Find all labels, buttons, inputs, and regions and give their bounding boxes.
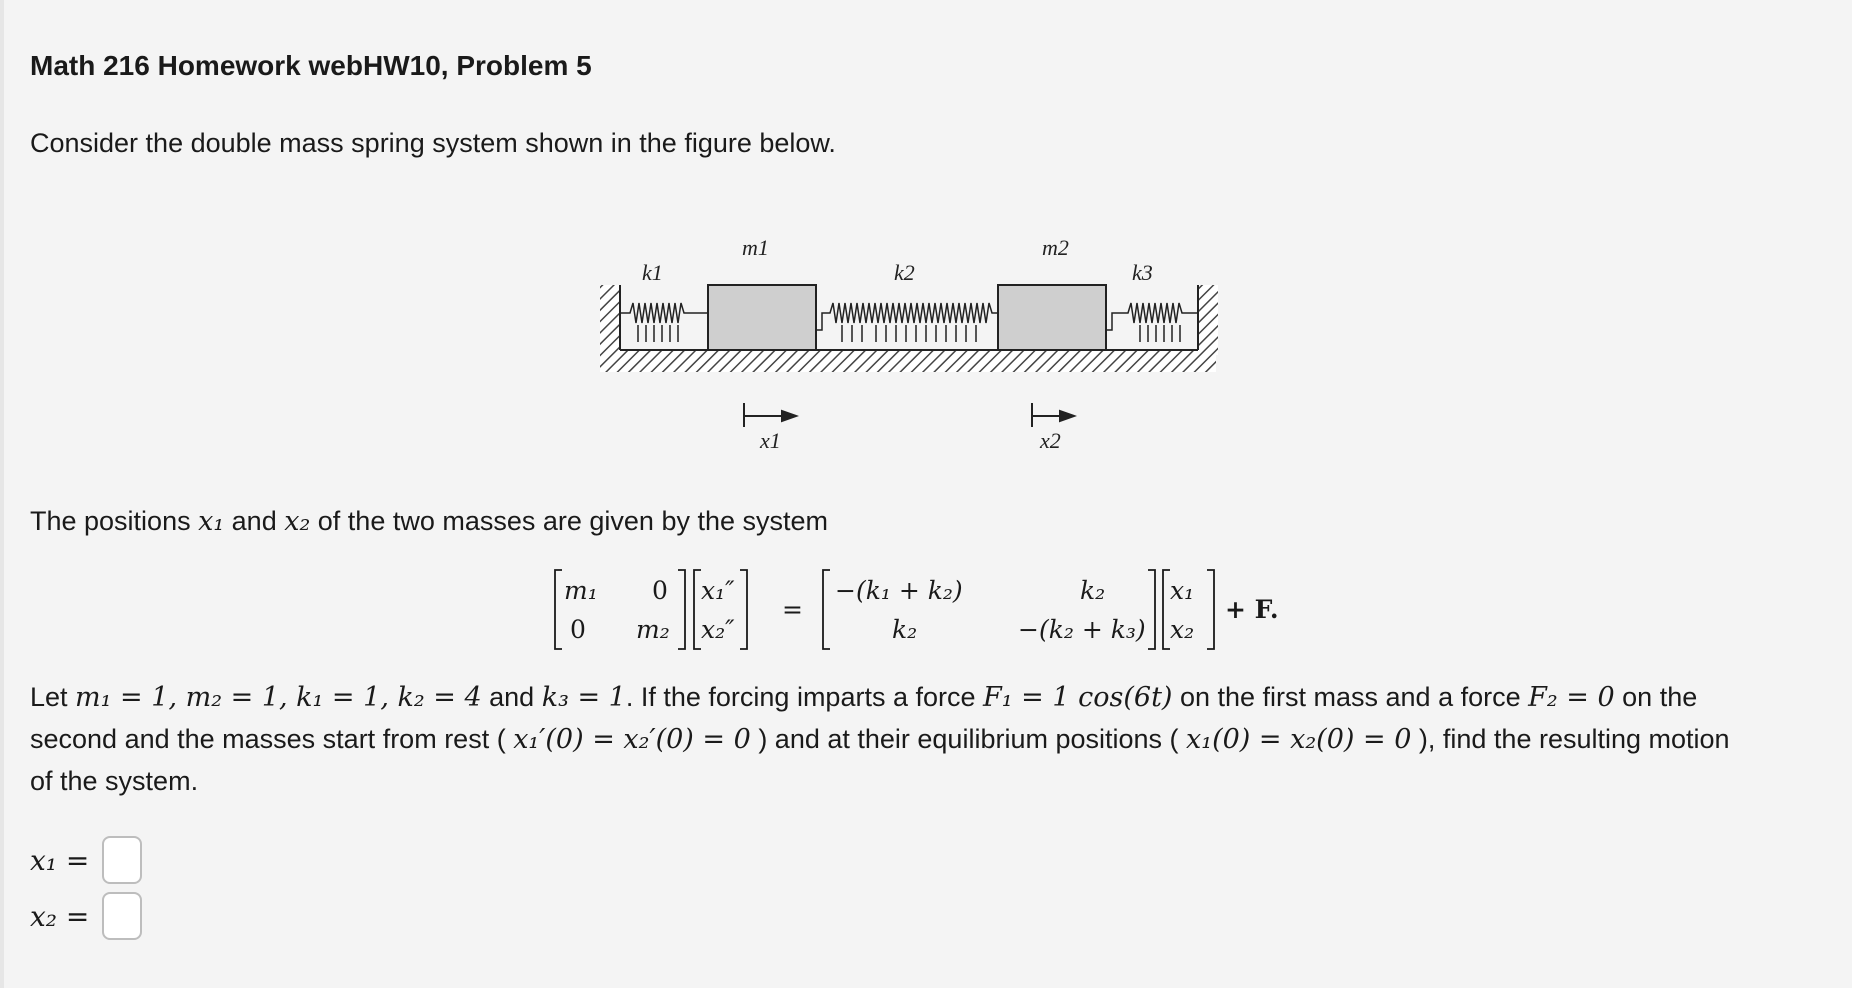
left-wall [600,285,620,355]
right-wall [1198,285,1218,355]
problem-line-2: second and the masses start from rest ( x₁′(0) = x₂′(0) = 0 ) and at their equilibrium positions ( x₁(0) = x₂(0) = 0 ), find the resulting motion [30,724,1730,755]
pos-1: x₁ [1170,576,1195,605]
answer-row-x1 [30,836,142,884]
spring-k1 [620,303,708,342]
problem-line-1: Let m₁ = 1, m₂ = 1, k₁ = 1, k₂ = 4 and k₃ = 1. If the forcing imparts a force F₁ = 1 cos(6t) on the first mass and a force F₂ = 0 on the [30,682,1698,713]
answer-row-x2 [30,892,142,940]
spring-k3 [1106,303,1198,342]
mass-m1 [708,285,816,350]
page-title: Math 216 Homework webHW10, Problem 5 [30,50,592,81]
intro-text: Consider the double mass spring system shown in the figure below. [30,128,836,158]
x2-arrow [1032,403,1074,427]
label-k1: k1 [642,260,663,285]
answer-label-x2: x₂ = [30,899,90,933]
spring-mass-figure [600,230,1240,470]
stiff-21: k₂ [892,615,918,644]
pos-2: x₂ [1170,615,1195,644]
page-left-rule [0,0,4,988]
stiff-11: −(k₁ + k₂) [835,576,963,605]
answer-label-x1: x₁ = [30,843,90,877]
acc-1: x₁″ [701,576,735,605]
answer-input-x1[interactable] [102,836,142,884]
equals-sign: = [782,595,803,624]
mass-m22: m₂ [636,615,670,644]
mass-m11: m₁ [564,576,598,605]
spring-k2 [816,303,998,342]
acc-2: x₂″ [701,615,735,644]
stiff-22: −(k₂ + k₃) [1018,615,1146,644]
forcing-term: + F. [1225,595,1279,624]
label-k2: k2 [894,260,915,285]
label-m1: m1 [742,235,769,260]
mass-m2 [998,285,1106,350]
label-x1: x1 [760,428,781,453]
problem-line-3: of the system. [30,766,199,796]
x1-arrow [744,403,796,427]
mass-m21: 0 [570,615,586,644]
label-k3: k3 [1132,260,1153,285]
answer-input-x2[interactable] [102,892,142,940]
label-x2: x2 [1040,428,1061,453]
system-intro: The positions x₁ and x₂ of the two masses are given by the system [30,506,829,537]
stiff-12: k₂ [1080,576,1106,605]
mass-m12: 0 [652,576,668,605]
label-m2: m2 [1042,235,1069,260]
ground-hatch [600,350,1216,372]
system-equation [550,565,1350,655]
